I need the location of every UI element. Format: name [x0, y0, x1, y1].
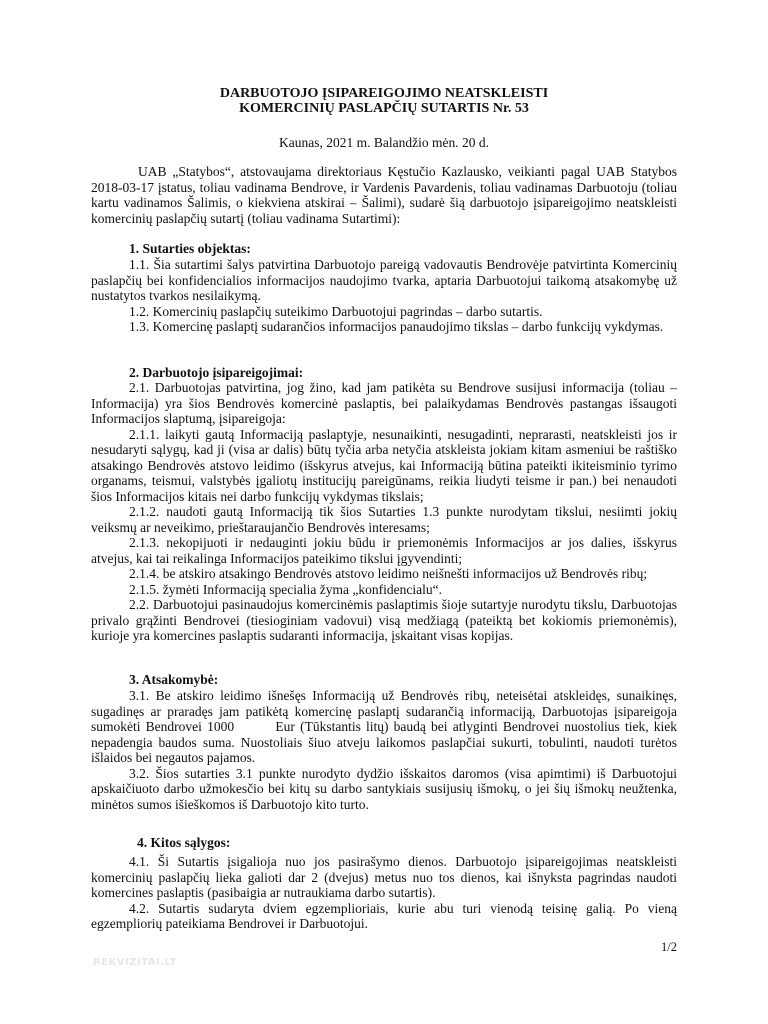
- clause-4-2: 4.2. Sutartis sudaryta dviem egzemplioriais, kurie abu turi vienodą teisinę galią. Po vieną egzempliorių pateikiama Bendrovei ir Darbuotojui.: [91, 900, 677, 931]
- intro-paragraph: UAB „Statybos“, atstovaujama direktoriaus Kęstučio Kazlausko, veikianti pagal UAB Statybos 2018-03-17 įstatus, toliau vadinama Bendrove, ir Vardenis Pavardenis, toliau vadinamas Darbuotoju (toliau kartu vadinamos Šalimis, o kiekviena atskirai – Šalimi), sudarė šią darbuotojo įsipareigojimo neatskleisti komercinių paslapčių sutartį (toliau vadinama Sutartimi):: [91, 164, 677, 226]
- section-3-heading: 3. Atsakomybė:: [129, 672, 219, 687]
- clause-2-1-5: 2.1.5. žymėti Informaciją specialia žyma „konfidencialu“.: [129, 581, 442, 597]
- section-4-body: [91, 854, 677, 932]
- section-4-heading: 4. Kitos sąlygos:: [137, 835, 231, 850]
- section-3-body: [91, 688, 681, 812]
- clause-4-1: 4.1. Ši Sutartis įsigalioja nuo jos pasirašymo dienos. Darbuotojo įsipareigojimas neatskleisti komercinių paslapčių lieka galioti dar 2 (dvejus) metus nuo tos dienos, kai išnyksta pagrindas naudoti komercines paslaptis (pasibaigia ar nutraukiama darbo sutartis).: [91, 854, 677, 900]
- clause-2-1-3: 2.1.3. nekopijuoti ir nedauginti jokiu būdu ir priemonėmis Informacijos ar jos dalies, išskyrus atvejus, kai tai reikalinga Informacijos pateikimo tikslui įgyvendinti;: [91, 535, 677, 566]
- section-1-heading: 1. Sutarties objektas:: [129, 241, 251, 256]
- clause-2-1-4: 2.1.4. be atskiro atsakingo Bendrovės atstovo leidimo neišnešti informacijos už Bendrovės ribų;: [129, 566, 648, 581]
- clause-1-3: 1.3. Komercinę paslaptį sudarančios informacijos panaudojimo tikslas – darbo funkcijų vykdymas.: [129, 319, 664, 334]
- clause-2-1: 2.1. Darbuotojas patvirtina, jog žino, kad jam patikėta su Bendrove susijusi informacija (toliau – Informacija) yra šios Bendrovės komercinė paslaptis, bei palaikydamas Bendrovės pastangas išsaugoti Informacijos slaptumą, įsipareigoja:: [91, 380, 677, 426]
- document-title-line1: DARBUOTOJO ĮSIPAREIGOJIMO NEATSKLEISTI: [219, 86, 549, 101]
- clause-2-1-2: 2.1.2. naudoti gautą Informaciją tik šios Sutarties 1.3 punkte nurodytam tikslui, nesiimti jokių veiksmų ar neveikimo, prieštaraujančio Bendrovės interesams;: [91, 504, 677, 535]
- clause-1-1: 1.1. Šia sutartimi šalys patvirtina Darbuotojo pareigą vadovautis Bendrovėje patvirtinta Komercinių paslapčių bei konfidencialios informacijos naudojimo tvarka, aptaria Darbuotojui taikomą atsakomybę už nustatytos tvarkos nesilaikymą.: [91, 257, 677, 303]
- clause-1-2: 1.2. Komercinių paslapčių suteikimo Darbuotojui pagrindas – darbo sutartis.: [129, 303, 543, 319]
- clause-2-1-1: 2.1.1. laikyti gautą Informaciją paslaptyje, nesunaikinti, nesugadinti, neprarasti, neatskleisti jos ir nesudaryti sąlygų, kad ji (visa ar dalis) būtų tyčia arba netyčia atskleista jokiam kitam asmeniui be raštiško atsakingo Bendrovės atstovo leidimo (išskyrus atvejus, kai Informaciją būtina pateikti ikiteisminio tyrimo organams, teismui, valstybės įgaliotų institucijų pareigūnams, reikia liudyti teisme ir pan.) bei nenaudoti šios Informacijos kitais nei darbo funkcijų vykdymas tikslais;: [91, 426, 677, 504]
- clause-3-1: 3.1. Be atskiro leidimo išnešęs Informaciją už Bendrovės ribų, neteisėtai atskleidęs, sunaikinęs, sugadinęs ar praradęs jam patikėtą komercinę paslaptį sudarančią informaciją, Darbuotojas įsipareigoja sumokėti Bendrovei 1000 Eur (Tūkstantis litų) baudą bei atlyginti Bendrovei nuostolius tiek, kiek nepadengia baudos suma. Nuostoliais šiuo atveju laikomos paslapčiai sukurti, tobulinti, naudoti turėtos išlaidos bei negautos pajamos.: [91, 688, 681, 765]
- clause-2-2: 2.2. Darbuotojui pasinaudojus komercinėmis paslaptimis šioje sutartyje nurodytu tikslu, Darbuotojas privalo grąžinti Bendrovei (tiesioginiam vadovui) visą medžiagą (pateiktą bet kokiomis priemonėmis), kurioje yra komercines paslaptis sudaranti informacija, įskaitant visas kopijas.: [91, 597, 677, 643]
- section-2-body: [91, 380, 677, 644]
- watermark-logo: REKVIZITAI.LT: [93, 957, 178, 968]
- dateline: Kaunas, 2021 m. Balandžio mėn. 20 d.: [279, 135, 489, 150]
- page-number: 1/2: [661, 940, 677, 954]
- section-1-body: [91, 257, 677, 335]
- document-title-line2: KOMERCINIŲ PASLAPČIŲ SUTARTIS Nr. 53: [239, 101, 529, 116]
- section-2-heading: 2. Darbuotojo įsipareigojimai:: [129, 365, 304, 380]
- clause-3-2: 3.2. Šios sutarties 3.1 punkte nurodyto dydžio išskaitos daromos (visa apimtimi) iš Darbuotojui apskaičiuoto darbo užmokesčio bei kitų su darbo santykiais susijusių išmokų, o jei šių išmokų neužtenka, minėtos sumos išieškomos iš Darbuotojo kito turto.: [91, 765, 677, 812]
